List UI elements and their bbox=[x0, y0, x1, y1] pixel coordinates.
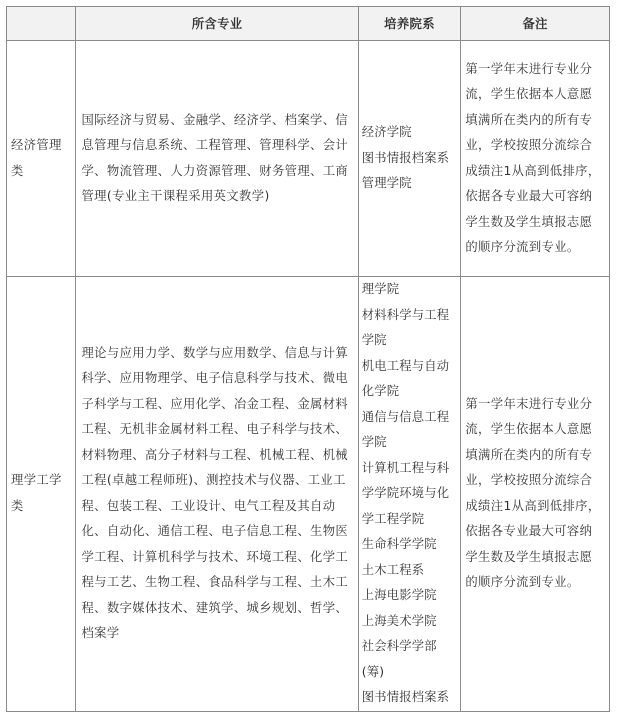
majors-cell: 理论与应用力学、数学与应用数学、信息与计算科学、应用物理学、电子信息科学与技术、微电子科学与工程、应用化学、冶金工程、金属材料工程、无机非金属材料工程、电子科学与技术、材料物理、高分子材料与工程、机械工程、机械工程(卓越工程师班)、测控技术与仪器、工业工程、包装工程、工业设计、电气工程及其自动化、自动化、通信工程、电子信息工程、生物医学工程、计算机科学与技术、环境工程、化学工程与工艺、生物工程、食品科学与工程、土木工程、数字媒体技术、建筑学、城乡规划、哲学、档案学 bbox=[76, 277, 358, 712]
header-notes: 备注 bbox=[461, 7, 610, 41]
notes-cell: 第一学年末进行专业分流，学生依据本人意愿填满所在类内的所有专业，学校按照分流综合成绩注1从高到低排序，依据各专业最大可容纳学生数及学生填报志愿的顺序分流到专业。 bbox=[461, 41, 610, 277]
department-item: 通信与信息工程学院 bbox=[361, 409, 450, 449]
table-row bbox=[7, 277, 610, 712]
department-item: 社会科学学部(筹) bbox=[361, 639, 437, 679]
department-item: 生命科学学院 bbox=[361, 537, 437, 551]
department-item: 计算机工程与科学学院环境与化学工程学院 bbox=[361, 460, 450, 526]
category-cell: 理学工学类 bbox=[7, 277, 76, 712]
header-majors: 所含专业 bbox=[76, 7, 358, 41]
header-departments: 培养院系 bbox=[358, 7, 461, 41]
department-item: 上海美术学院 bbox=[361, 613, 437, 628]
header-category bbox=[7, 7, 76, 41]
department-item: 材料科学与工程学院 bbox=[361, 307, 450, 347]
majors-cell: 国际经济与贸易、金融学、经济学、档案学、信息管理与信息系统、工程管理、管理科学、会计学、物流管理、人力资源管理、财务管理、工商管理(专业主干课程采用英文教学) bbox=[76, 41, 358, 277]
notes-cell: 第一学年末进行专业分流，学生依据本人意愿填满所在类内的所有专业，学校按照分流综合成绩注1从高到低排序，依据各专业最大可容纳学生数及学生填报志愿的顺序分流到专业。 bbox=[461, 277, 610, 712]
departments-cell bbox=[358, 277, 461, 712]
table-row bbox=[7, 41, 610, 277]
department-item: 图书情报档案系 bbox=[361, 690, 450, 704]
category-cell: 经济管理类 bbox=[7, 41, 76, 277]
department-item: 理学院 bbox=[361, 282, 400, 296]
department-item: 管理学院 bbox=[361, 176, 412, 191]
major-table bbox=[6, 6, 610, 712]
department-item: 土木工程系 bbox=[361, 562, 425, 577]
departments-cell bbox=[358, 41, 461, 277]
department-item: 上海电影学院 bbox=[361, 588, 437, 602]
header-row bbox=[7, 7, 610, 41]
department-item: 经济学院 bbox=[361, 125, 412, 140]
department-item: 图书情报档案系 bbox=[361, 150, 450, 165]
department-item: 机电工程与自动化学院 bbox=[361, 358, 450, 398]
